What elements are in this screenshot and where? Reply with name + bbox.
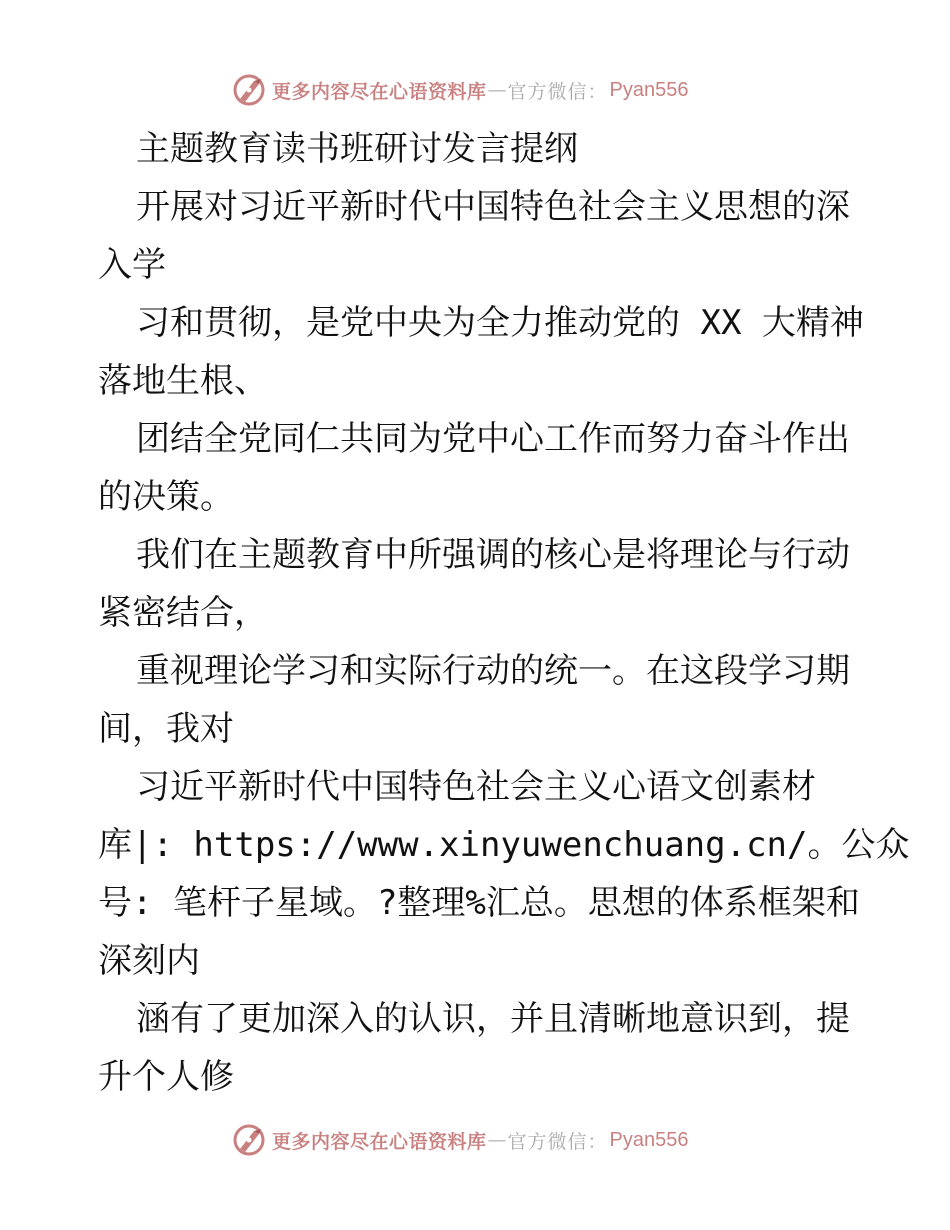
- paragraph-line: 库|: https://www.xinyuwenchuang.cn/。公众: [98, 825, 910, 865]
- header-banner: [232, 72, 689, 108]
- paragraph-line: 深刻内: [98, 941, 200, 981]
- paragraph-line: 习近平新时代中国特色社会主义心语文创素材: [136, 767, 816, 807]
- paragraph-line: 涵有了更加深入的认识，并且清晰地意识到，提: [136, 999, 850, 1039]
- paragraph-line: 升个人修: [98, 1057, 234, 1097]
- paragraph-line: 我们在主题教育中所强调的核心是将理论与行动: [136, 535, 850, 575]
- banner-site-text: 更多内容尽在心语资料库: [272, 80, 487, 103]
- banner-wechat-label: 官方微信：: [507, 80, 608, 103]
- paragraph-line: 的决策。: [98, 477, 234, 517]
- footer-banner: [232, 1122, 689, 1158]
- paragraph-line: 号: 笔杆子星域。?整理%汇总。思想的体系框架和: [98, 883, 860, 923]
- banner-dash: —: [487, 1129, 507, 1151]
- banner-wechat-id: Pyan556: [609, 78, 689, 101]
- paragraph-line: 重视理论学习和实际行动的统一。在这段学习期: [136, 651, 850, 691]
- paragraph-line: 落地生根、: [98, 361, 268, 401]
- paragraph-line: 习和贯彻，是党中央为全力推动党的 XX 大精神: [136, 303, 864, 343]
- paragraph-line: 团结全党同仁共同为党中心工作而努力奋斗作出: [136, 419, 850, 459]
- banner-wechat-id: Pyan556: [609, 1128, 689, 1151]
- banner-wechat-label: 官方微信：: [507, 1130, 608, 1153]
- paragraph-line: 紧密结合，: [98, 593, 268, 633]
- banner-site-text: 更多内容尽在心语资料库: [272, 1130, 487, 1153]
- pen-logo-icon: [232, 73, 266, 107]
- paragraph-line: 间，我对: [98, 709, 234, 749]
- document-title: 主题教育读书班研讨发言提纲: [136, 129, 578, 169]
- paragraph-line: 开展对习近平新时代中国特色社会主义思想的深: [136, 187, 850, 227]
- banner-dash: —: [487, 79, 507, 101]
- paragraph-line: 入学: [98, 245, 166, 285]
- pen-logo-icon: [232, 1123, 266, 1157]
